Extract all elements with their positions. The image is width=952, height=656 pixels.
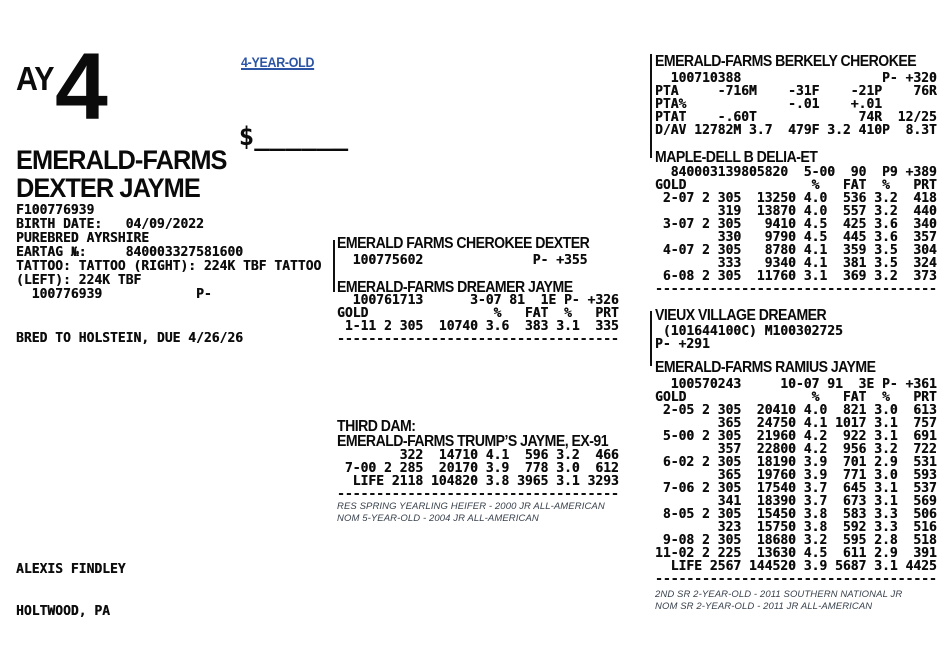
bred-note: BRED TO HOLSTEIN, DUE 4/26/26 <box>16 331 243 346</box>
lot-number: 4 <box>55 34 106 140</box>
award-line: NOM SR 2-YEAR-OLD - 2011 JR ALL-AMERICAN <box>655 600 873 612</box>
pedigree-line: ------------------------------------ <box>655 282 937 297</box>
pedigree-line: 2-07 2 305 13250 4.0 536 3.2 418 <box>655 191 937 206</box>
consignor-location: HOLTWOOD, PA <box>16 604 110 619</box>
sire-sire-name: EMERALD-FARMS BERKELY CHEROKEE <box>655 53 917 70</box>
pedigree-line: 3-07 2 305 9410 4.5 425 3.6 340 <box>655 217 937 232</box>
pedigree-line: 100775602 P- +355 <box>337 253 588 268</box>
pedigree-line: 365 19760 3.9 771 3.0 593 <box>655 468 937 483</box>
award-line: NOM 5-YEAR-OLD - 2004 JR ALL-AMERICAN <box>337 512 539 524</box>
pedigree-line: GOLD % FAT % PRT <box>655 178 937 193</box>
pedigree-bracket-right-top <box>650 54 652 158</box>
dollar-sign: $ <box>238 122 255 152</box>
pedigree-line: 341 18390 3.7 673 3.1 569 <box>655 494 937 509</box>
dam-dam-name: EMERALD-FARMS RAMIUS JAYME <box>655 359 876 376</box>
pedigree-line: 1-11 2 305 10740 3.6 383 3.1 335 <box>337 319 619 334</box>
consignor <box>16 535 126 647</box>
pedigree-line: 8-05 2 305 15450 3.8 583 3.3 506 <box>655 507 937 522</box>
animal-name-line2: DEXTER JAYME <box>16 173 200 203</box>
pedigree-line: 6-08 2 305 11760 3.1 369 3.2 373 <box>655 269 937 284</box>
dam-sire-name: VIEUX VILLAGE DREAMER <box>655 307 827 324</box>
info-line: F100776939 <box>16 203 95 218</box>
pedigree-line: 323 15750 3.8 592 3.3 516 <box>655 520 937 535</box>
pedigree-line: PTAT -.60T 74R 12/25 <box>655 110 937 125</box>
pedigree-line: 100761713 3-07 81 1E P- +326 <box>337 293 619 308</box>
dam-sire-data <box>655 325 843 351</box>
info-line: 100776939 P- <box>16 287 212 302</box>
pedigree-line: PTA% -.01 +.01 <box>655 97 882 112</box>
info-line: BIRTH DATE: 04/09/2022 <box>16 217 204 232</box>
pedigree-line: 9-08 2 305 18680 3.2 595 2.8 518 <box>655 533 937 548</box>
third-dam-heading <box>337 419 608 449</box>
pedigree-line: 6-02 2 305 18190 3.9 701 2.9 531 <box>655 455 937 470</box>
price-blank-line: ______ <box>254 122 349 152</box>
dam-dam-data <box>655 378 937 586</box>
dam-dam-awards <box>655 589 902 612</box>
breed-code: AY <box>16 60 54 97</box>
sire-name: EMERALD FARMS CHEROKEE DEXTER <box>337 235 590 252</box>
third-dam-label: THIRD DAM: <box>337 418 416 435</box>
animal-name-line1: EMERALD-FARMS <box>16 145 227 175</box>
pedigree-line: 357 22800 4.2 956 3.2 722 <box>655 442 937 457</box>
sire-dam-name: MAPLE-DELL B DELIA-ET <box>655 149 818 166</box>
sire-dam-data <box>655 166 937 296</box>
pedigree-line: 2-05 2 305 20410 4.0 821 3.0 613 <box>655 403 937 418</box>
pedigree-line: (101644100C) M100302725 <box>655 324 843 339</box>
pedigree-line: GOLD % FAT % PRT <box>655 390 937 405</box>
pedigree-bracket-right-bottom <box>650 311 652 366</box>
pedigree-line: LIFE 2118 104820 3.8 3965 3.1 3293 <box>337 474 619 489</box>
pedigree-line: 333 9340 4.1 381 3.5 324 <box>655 256 937 271</box>
dam-name: EMERALD-FARMS DREAMER JAYME <box>337 279 573 296</box>
third-dam-awards <box>337 501 605 524</box>
pedigree-line: 7-00 2 285 20170 3.9 778 3.0 612 <box>337 461 619 476</box>
award-line: 2ND SR 2-YEAR-OLD - 2011 SOUTHERN NATIONAL JR <box>655 589 903 600</box>
award-line: RES SPRING YEARLING HEIFER - 2000 JR ALL-AMERICAN <box>337 501 605 512</box>
third-dam-name: EMERALD-FARMS TRUMP’S JAYME, EX-91 <box>337 433 608 450</box>
info-line: PUREBRED AYRSHIRE <box>16 231 150 246</box>
sire-data <box>337 254 587 267</box>
pedigree-line: PTA -716M -31F -21P 76R <box>655 84 937 99</box>
pedigree-line: GOLD % FAT % PRT <box>337 306 619 321</box>
pedigree-line: 322 14710 4.1 596 3.2 466 <box>337 448 619 463</box>
pedigree-bracket-mid <box>333 240 335 292</box>
animal-info <box>16 204 321 302</box>
consignor-name: ALEXIS FINDLEY <box>16 562 126 577</box>
pedigree-line: LIFE 2567 144520 3.9 5687 3.1 4425 <box>655 559 937 574</box>
third-dam-data <box>337 449 619 501</box>
pedigree-line: 100710388 P- +320 <box>655 71 937 86</box>
pedigree-line: 100570243 10-07 91 3E P- +361 <box>655 377 937 392</box>
pedigree-line: 5-00 2 305 21960 4.2 922 3.1 691 <box>655 429 937 444</box>
pedigree-line: D/AV 12782M 3.7 479F 3.2 410P 8.3T <box>655 123 937 138</box>
pedigree-line: ------------------------------------ <box>337 332 619 347</box>
age-group-link[interactable]: 4-YEAR-OLD <box>241 55 315 70</box>
info-line: (LEFT): 224K TBF <box>16 273 142 288</box>
pedigree-line: 840003139805820 5-00 90 P9 +389 <box>655 165 937 180</box>
dam-data <box>337 294 619 346</box>
pedigree-line: 319 13870 4.0 557 3.2 440 <box>655 204 937 219</box>
pedigree-line: 330 9790 4.5 445 3.6 357 <box>655 230 937 245</box>
sire-sire-data <box>655 72 937 137</box>
pedigree-line: 11-02 2 225 13630 4.5 611 2.9 391 <box>655 546 937 561</box>
pedigree-line: P- +291 <box>655 337 710 352</box>
info-line: TATTOO: TATTOO (RIGHT): 224K TBF TATTOO <box>16 259 322 274</box>
animal-name <box>16 146 227 202</box>
info-line: EARTAG №: 840003327581600 <box>16 245 243 260</box>
pedigree-line: ------------------------------------ <box>337 487 619 502</box>
pedigree-line: 365 24750 4.1 1017 3.1 757 <box>655 416 937 431</box>
pedigree-line: ------------------------------------ <box>655 572 937 587</box>
pedigree-line: 4-07 2 305 8780 4.1 359 3.5 304 <box>655 243 937 258</box>
pedigree-line: 7-06 2 305 17540 3.7 645 3.1 537 <box>655 481 937 496</box>
